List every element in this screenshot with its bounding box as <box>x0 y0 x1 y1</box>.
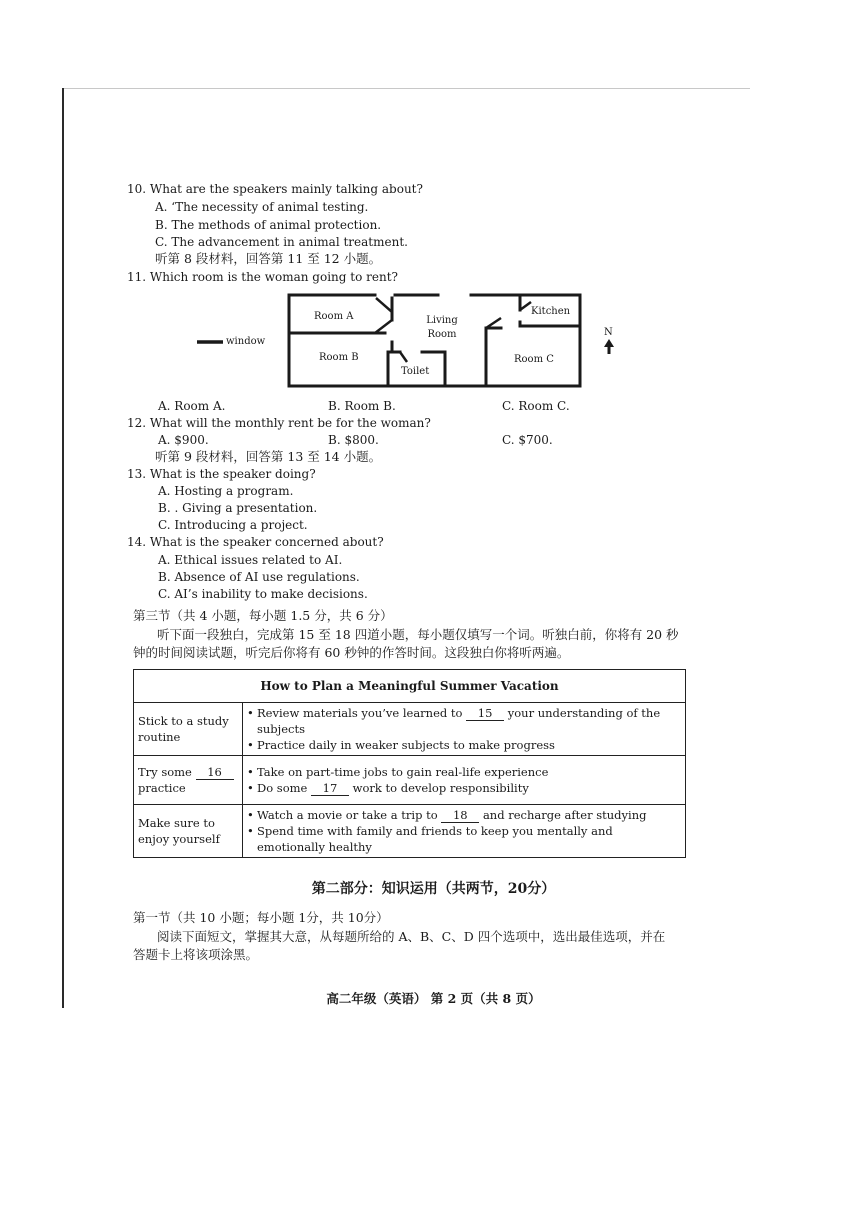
blank-16: 16 <box>196 766 234 780</box>
left-margin-rule <box>62 88 64 1008</box>
q12-option-b: B. $800. <box>328 433 379 447</box>
q14-option-b: B. Absence of AI use regulations. <box>158 570 360 584</box>
detail-text: your understanding of the subjects <box>257 706 661 736</box>
detail-text: Do some <box>257 781 308 795</box>
category-line <box>138 764 238 780</box>
blank-18: 18 <box>441 809 479 823</box>
q14-option-a: A. Ethical issues related to AI. <box>158 553 343 567</box>
row-category <box>134 756 243 805</box>
q14-option-c: C. AI’s inability to make decisions. <box>158 587 368 601</box>
detail-text: work to develop responsibility <box>352 781 529 795</box>
table-title: How to Plan a Meaningful Summer Vacation <box>134 670 686 703</box>
q11-stem: 11. Which room is the woman going to rent? <box>127 270 398 284</box>
row-category <box>134 805 243 858</box>
row-details <box>243 805 686 858</box>
detail-bullet: • Practice daily in weaker subjects to make progress <box>247 737 681 753</box>
q12-option-a: A. $900. <box>158 433 209 447</box>
q12-option-c: C. $700. <box>502 433 553 447</box>
detail-text: Watch a movie or take a trip to <box>257 808 438 822</box>
category-line: Make sure to <box>138 816 215 830</box>
label-room-c: Room C <box>514 354 554 365</box>
q10-option-a: A. ‘The necessity of animal testing. <box>155 200 369 214</box>
north-label: N <box>604 327 613 338</box>
row-category <box>134 703 243 756</box>
q11-option-b: B. Room B. <box>328 399 396 413</box>
q11-option-c: C. Room C. <box>502 399 570 413</box>
q13-option-a: A. Hosting a program. <box>158 484 294 498</box>
label-room-b: Room B <box>319 352 359 363</box>
table-row <box>134 756 686 805</box>
row-details <box>243 756 686 805</box>
section3-instruction-line2: 钟的时间阅读试题，听完后你将有 60 秒钟的作答时间。这段独白你将听两遍。 <box>133 645 570 660</box>
q12-stem: 12. What will the monthly rent be for the woman? <box>127 416 431 430</box>
part2-title: 第二部分：知识运用（共两节，20分） <box>311 881 556 897</box>
blank-17: 17 <box>311 782 349 796</box>
q13-option-b: B. . Giving a presentation. <box>158 501 318 515</box>
label-window: window <box>226 336 266 347</box>
q11-option-a: A. Room A. <box>158 399 226 413</box>
detail-bullet <box>247 807 681 823</box>
q10-stem: 10. What are the speakers mainly talking about? <box>127 182 423 196</box>
category-text: Try some <box>138 765 192 779</box>
instruction-passage-8: 听第 8 段材料，回答第 11 至 12 小题。 <box>155 251 382 266</box>
page-footer: 高二年级（英语） 第 2 页（共 8 页） <box>326 991 541 1006</box>
table-row <box>134 703 686 756</box>
summer-vacation-table <box>133 669 686 858</box>
label-kitchen: Kitchen <box>531 306 571 317</box>
category-line: routine <box>138 730 181 744</box>
q14-stem: 14. What is the speaker concerned about? <box>127 535 384 549</box>
category-line: practice <box>138 781 186 795</box>
q13-stem: 13. What is the speaker doing? <box>127 467 316 481</box>
detail-bullet <box>247 780 681 796</box>
part2-section1-title: 第一节（共 10 小题；每小题 1分，共 10分） <box>133 910 389 925</box>
section3-instruction-line1: 听下面一段独白，完成第 15 至 18 四道小题，每小题仅填写一个词。听独白前，你将有 20 秒 <box>157 627 679 642</box>
table-row <box>134 805 686 858</box>
part2-instruction-line2: 答题卡上将该项涂黑。 <box>133 947 259 962</box>
row-details <box>243 703 686 756</box>
detail-text: Review materials you’ve learned to <box>257 706 463 720</box>
detail-bullet: • Take on part-time jobs to gain real-life experience <box>247 764 681 780</box>
top-rule <box>62 88 750 89</box>
label-living-room: Living Room <box>426 315 458 340</box>
part2-instruction-line1: 阅读下面短文，掌握其大意，从每题所给的 A、B、C、D 四个选项中，选出最佳选项，并在 <box>157 929 666 944</box>
q10-option-b: B. The methods of animal protection. <box>155 218 382 232</box>
label-toilet: Toilet <box>401 366 430 377</box>
detail-bullet: • Spend time with family and friends to keep you mentally and emotionally healthy <box>247 823 681 855</box>
category-line: Stick to a study <box>138 714 229 728</box>
detail-text: and recharge after studying <box>482 808 647 822</box>
q10-option-c: C. The advancement in animal treatment. <box>155 235 408 249</box>
instruction-passage-9: 听第 9 段材料，回答第 13 至 14 小题。 <box>155 449 382 464</box>
q13-option-c: C. Introducing a project. <box>158 518 308 532</box>
category-line: enjoy yourself <box>138 832 220 846</box>
blank-15: 15 <box>466 707 504 721</box>
section3-title: 第三节（共 4 小题，每小题 1.5 分，共 6 分） <box>133 608 393 623</box>
detail-bullet <box>247 705 681 737</box>
floor-plan <box>195 290 625 395</box>
label-room-a: Room A <box>314 311 354 322</box>
